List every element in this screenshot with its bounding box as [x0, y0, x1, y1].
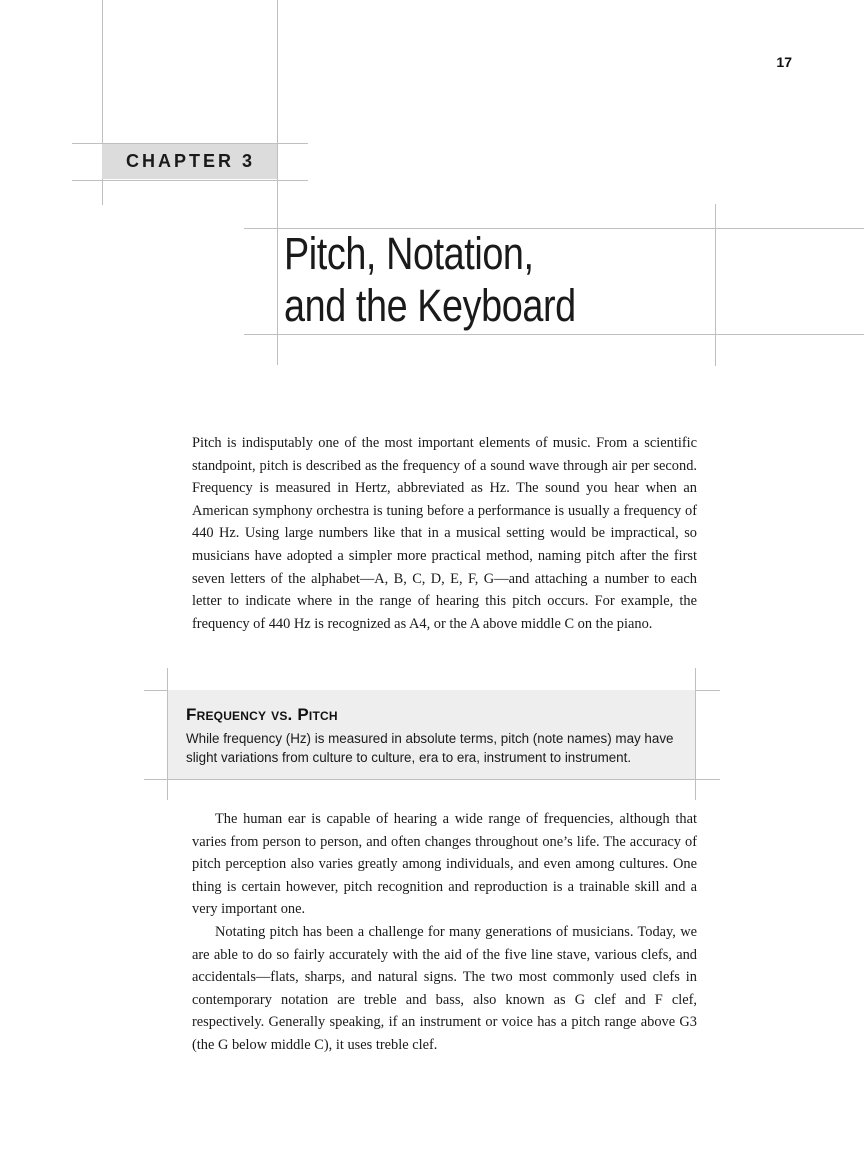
body-paragraph-1: The human ear is capable of hearing a wide range of frequencies, although that varies from person to person, and often changes throughout one’s life. The accuracy of pitch perception also varies greatly among individuals, and even among cultures. One thing is certain however, pitch recognition and reproduction is a trainable skill and a very important one. — [192, 811, 697, 918]
rule-horizontal-sidebar-bottom — [144, 779, 720, 780]
rule-horizontal-title-bottom — [244, 334, 864, 335]
intro-paragraph: Pitch is indisputably one of the most important elements of music. From a scientific standpoint, pitch is described as the frequency of a sound wave through air per second. Frequency is measured in Hertz, abbreviated as Hz. The sound you hear when an American symphony orchestra is tuning before a performance is usually a frequency of 440 Hz. Using large numbers like that in a musical setting would be impractical, so musicians have adopted a simpler more practical method, naming pitch after the first seven letters of the alphabet—A, B, C, D, E, F, G—and attaching a number to each letter to indicate where in the range of hearing this pitch occurs. For example, the frequency of 440 Hz is recognized as A4, or the A above middle C on the piano. — [192, 435, 697, 632]
rule-horizontal-chapter-bottom — [72, 180, 308, 181]
sidebar-body: While frequency (Hz) is measured in absolute terms, pitch (note names) may have slight variations from culture to culture, era to era, instrument to instrument. — [186, 731, 674, 765]
chapter-title — [284, 228, 637, 332]
rule-vertical-chapter — [277, 0, 278, 365]
intro-paragraph-block — [192, 432, 697, 635]
page-number: 17 — [776, 54, 792, 70]
sidebar-heading: Frequency vs. Pitch — [186, 705, 338, 724]
rule-vertical-sidebar-right — [695, 668, 696, 800]
body-paragraph-2: Notating pitch has been a challenge for many generations of musicians. Today, we are able to do so fairly accurately with the aid of the five line stave, various clefs, and accidentals—flats, sharps, and natural signs. The two most commonly used clefs in contemporary notation are treble and bass, also known as G clef and F clef, respectively. Generally speaking, if an instrument or voice has a pitch range above G3 (the G below middle C), it uses treble clef. — [192, 923, 697, 1053]
body-paragraphs — [192, 808, 697, 1057]
chapter-label: CHAPTER 3 — [126, 151, 256, 171]
rule-vertical-title-right — [715, 204, 716, 366]
chapter-title-line-1: Pitch, Notation, — [284, 228, 534, 279]
chapter-title-line-2: and the Keyboard — [284, 280, 576, 331]
